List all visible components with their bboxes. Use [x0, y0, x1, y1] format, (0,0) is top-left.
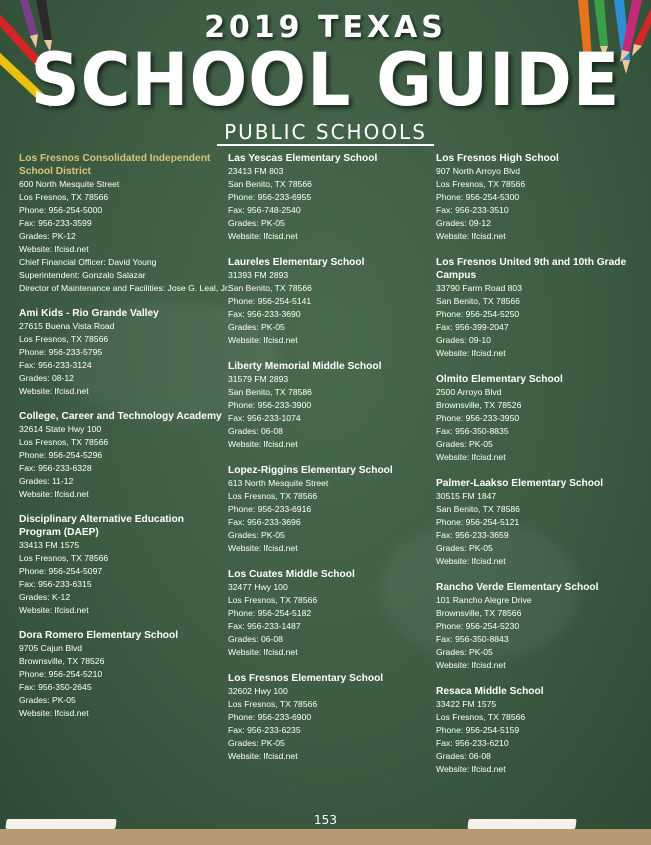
school-detail-line: Brownsville, TX 78566 — [436, 608, 522, 618]
school-detail-line: San Benito, TX 78586 — [436, 504, 520, 514]
school-detail-line: Phone: 956-233-3900 — [228, 400, 312, 410]
school-detail-line: Phone: 956-254-5000 — [19, 205, 103, 215]
school-name: Liberty Memorial Middle School — [228, 361, 382, 372]
school-detail-line: 32614 State Hwy 100 — [19, 424, 102, 434]
school-name: Los Fresnos Elementary School — [228, 673, 384, 684]
school-name: Dora Romero Elementary School — [19, 630, 179, 641]
school-detail-line: Phone: 956-254-5097 — [19, 566, 103, 576]
school-website[interactable]: Website: lfcisd.net — [19, 244, 89, 254]
page-number: 153 — [314, 813, 337, 827]
school-website[interactable]: Website: lfcisd.net — [436, 231, 506, 241]
school-name: Los Fresnos Consolidated Independent School District — [19, 153, 211, 177]
school-entry — [19, 410, 227, 501]
school-detail-line: Grades: 09-12 — [436, 218, 491, 228]
school-detail-line: 101 Rancho Alegre Drive — [436, 595, 532, 605]
school-detail-line: 33790 Farm Road 803 — [436, 283, 522, 293]
school-detail-line: Fax: 956-399-2047 — [436, 322, 509, 332]
school-detail-line: Phone: 956-254-5121 — [436, 517, 520, 527]
school-detail-line: Phone: 956-254-5210 — [19, 669, 103, 679]
school-entry — [228, 568, 436, 659]
school-detail-line: San Benito, TX 78586 — [228, 387, 312, 397]
school-detail-line: 33422 FM 1575 — [436, 699, 497, 709]
directory-column-2 — [228, 152, 436, 763]
school-name: Laureles Elementary School — [228, 257, 365, 268]
school-name: Los Fresnos High School — [436, 153, 559, 164]
school-website[interactable]: Website: lfcisd.net — [436, 452, 506, 462]
school-detail-line: Grades: 09-10 — [436, 335, 491, 345]
school-detail-line: Los Fresnos, TX 78566 — [436, 179, 526, 189]
school-detail-line: Phone: 956-233-5795 — [19, 347, 103, 357]
school-entry — [436, 152, 644, 243]
school-detail-line: 31393 FM 2893 — [228, 270, 289, 280]
school-website[interactable]: Website: lfcisd.net — [19, 489, 89, 499]
school-detail-line: Grades: 06-08 — [228, 426, 283, 436]
school-detail-line: Los Fresnos, TX 78566 — [436, 712, 526, 722]
school-entry — [436, 685, 644, 776]
school-detail-line: San Benito, TX 78566 — [436, 296, 520, 306]
school-entry — [228, 152, 436, 243]
school-detail-line: Los Fresnos, TX 78566 — [19, 437, 109, 447]
school-detail-line: Fax: 956-233-3124 — [19, 360, 92, 370]
directory-column-3 — [436, 152, 644, 776]
school-name: Las Yescas Elementary School — [228, 153, 378, 164]
school-detail-line: San Benito, TX 78566 — [228, 179, 312, 189]
school-entry — [228, 256, 436, 347]
school-name: Los Cuates Middle School — [228, 569, 355, 580]
school-detail-line: Los Fresnos, TX 78566 — [19, 334, 109, 344]
school-name: Ami Kids - Rio Grande Valley — [19, 308, 159, 319]
school-detail-line: Fax: 956-233-3510 — [436, 205, 509, 215]
school-detail-line: Fax: 956-233-6210 — [436, 738, 509, 748]
school-name: Lopez-Riggins Elementary School — [228, 465, 393, 476]
school-detail-line: Grades: PK-05 — [436, 647, 493, 657]
school-detail-line: Grades: PK-05 — [436, 543, 493, 553]
school-detail-line: Grades: PK-05 — [228, 322, 285, 332]
school-website[interactable]: Website: lfcisd.net — [19, 708, 89, 718]
school-detail-line: Fax: 956-233-3599 — [19, 218, 92, 228]
school-detail-line: 32477 Hwy 100 — [228, 582, 288, 592]
school-detail-line: Los Fresnos, TX 78566 — [228, 491, 318, 501]
school-detail-line: Los Fresnos, TX 78566 — [228, 595, 318, 605]
school-detail-line: Grades: PK-05 — [228, 218, 285, 228]
school-entry — [19, 629, 227, 720]
school-detail-line: Fax: 956-233-1487 — [228, 621, 301, 631]
school-name: Palmer-Laakso Elementary School — [436, 478, 604, 489]
school-detail-line: 907 North Arroyo Blvd — [436, 166, 521, 176]
school-detail-line: Phone: 956-233-3950 — [436, 413, 520, 423]
school-detail-line: 31579 FM 2893 — [228, 374, 289, 384]
school-detail-line: Grades: PK-05 — [228, 738, 285, 748]
school-detail-line: Phone: 956-233-6916 — [228, 504, 312, 514]
school-detail-line: Brownsville, TX 78526 — [436, 400, 522, 410]
school-detail-line: Grades: K-12 — [19, 592, 71, 602]
header-year: 2019 TEXAS — [204, 10, 447, 45]
school-detail-line: 2500 Arroyo Blvd — [436, 387, 502, 397]
school-detail-line: Phone: 956-254-5182 — [228, 608, 312, 618]
school-website[interactable]: Website: lfcisd.net — [436, 764, 506, 774]
school-detail-line: 600 North Mesquite Street — [19, 179, 120, 189]
school-entry — [228, 672, 436, 763]
school-detail-line: Fax: 956-233-1074 — [228, 413, 301, 423]
school-website[interactable]: Website: lfcisd.net — [228, 647, 298, 657]
school-detail-line: Grades: 06-08 — [436, 751, 491, 761]
school-website[interactable]: Website: lfcisd.net — [228, 439, 298, 449]
school-name: Disciplinary Alternative Education Program (DAEP) — [19, 514, 184, 538]
school-website[interactable]: Website: lfcisd.net — [436, 348, 506, 358]
school-detail-line: Los Fresnos, TX 78566 — [19, 192, 109, 202]
school-detail-line: Fax: 956-350-2645 — [19, 682, 92, 692]
school-detail-line: 613 North Mesquite Street — [228, 478, 329, 488]
school-entry — [436, 373, 644, 464]
school-detail-line: 30515 FM 1847 — [436, 491, 497, 501]
school-entry — [436, 256, 644, 360]
school-detail-line: Fax: 956-233-6315 — [19, 579, 92, 589]
school-detail-line: Phone: 956-254-5300 — [436, 192, 520, 202]
header-title: SCHOOL GUIDE — [30, 38, 621, 124]
school-website[interactable]: Website: lfcisd.net — [228, 751, 298, 761]
school-detail-line: Fax: 956-233-6235 — [228, 725, 301, 735]
school-entry — [436, 477, 644, 568]
school-website[interactable]: Website: lfcisd.net — [228, 231, 298, 241]
school-detail-line: Grades: PK-05 — [228, 530, 285, 540]
school-entry — [19, 307, 227, 398]
school-detail-line: Grades: PK-05 — [436, 439, 493, 449]
school-detail-line: 32602 Hwy 100 — [228, 686, 288, 696]
school-detail-line: Fax: 956-350-8843 — [436, 634, 509, 644]
school-name: College, Career and Technology Academy — [19, 411, 222, 422]
school-detail-line: Fax: 956-350-8835 — [436, 426, 509, 436]
school-detail-line: Phone: 956-233-6955 — [228, 192, 312, 202]
school-website[interactable]: Website: lfcisd.net — [436, 556, 506, 566]
school-detail-line: 27615 Buena Vista Road — [19, 321, 115, 331]
school-detail-line: Phone: 956-254-5141 — [228, 296, 312, 306]
school-detail-line: Grades: PK-12 — [19, 231, 76, 241]
school-detail-line: San Benito, TX 78566 — [228, 283, 312, 293]
school-website[interactable]: Website: lfcisd.net — [19, 605, 89, 615]
school-detail-line: Grades: 11-12 — [19, 476, 74, 486]
school-detail-line: Fax: 956-233-6328 — [19, 463, 92, 473]
school-detail-line: Phone: 956-254-5159 — [436, 725, 520, 735]
school-name: Rancho Verde Elementary School — [436, 582, 599, 593]
school-entry — [19, 513, 227, 617]
school-detail-line: Brownsville, TX 78526 — [19, 656, 105, 666]
school-name: Olmito Elementary School — [436, 374, 563, 385]
school-website[interactable]: Website: lfcisd.net — [228, 543, 298, 553]
school-detail-line: Grades: 08-12 — [19, 373, 74, 383]
school-website[interactable]: Website: lfcisd.net — [436, 660, 506, 670]
school-detail-line: Superintendent: Gonzalo Salazar — [19, 270, 146, 280]
school-detail-line: Director of Maintenance and Facilities: Jose G. Leal, Jr. — [19, 283, 230, 293]
school-detail-line: Grades: 06-08 — [228, 634, 283, 644]
school-entry — [228, 360, 436, 451]
school-website[interactable]: Website: lfcisd.net — [228, 335, 298, 345]
school-detail-line: 23413 FM 803 — [228, 166, 284, 176]
school-website[interactable]: Website: lfcisd.net — [19, 386, 89, 396]
school-entry — [19, 152, 230, 295]
school-detail-line: Fax: 956-748-2540 — [228, 205, 301, 215]
school-name: Resaca Middle School — [436, 686, 544, 697]
school-detail-line: Fax: 956-233-3696 — [228, 517, 301, 527]
header-subtitle: PUBLIC SCHOOLS — [224, 120, 427, 144]
school-detail-line: 9705 Cajun Blvd — [19, 643, 83, 653]
school-name: Los Fresnos United 9th and 10th Grade Campus — [436, 257, 627, 281]
school-detail-line: 33413 FM 1575 — [19, 540, 80, 550]
school-detail-line: Los Fresnos, TX 78566 — [19, 553, 109, 563]
school-detail-line: Phone: 956-254-5230 — [436, 621, 520, 631]
school-detail-line: Phone: 956-233-6900 — [228, 712, 312, 722]
school-detail-line: Phone: 956-254-5250 — [436, 309, 520, 319]
subtitle-underline — [217, 144, 434, 146]
school-detail-line: Phone: 956-254-5296 — [19, 450, 103, 460]
guide-header — [0, 0, 651, 150]
school-detail-line: Grades: PK-05 — [19, 695, 76, 705]
school-detail-line: Los Fresnos, TX 78566 — [228, 699, 318, 709]
school-detail-line: Fax: 956-233-3690 — [228, 309, 301, 319]
directory-column-1 — [19, 152, 230, 720]
chalk-ledge — [0, 829, 651, 845]
school-entry — [436, 581, 644, 672]
school-detail-line: Fax: 956-233-3659 — [436, 530, 509, 540]
school-entry — [228, 464, 436, 555]
school-detail-line: Chief Financial Officer: David Young — [19, 257, 157, 267]
